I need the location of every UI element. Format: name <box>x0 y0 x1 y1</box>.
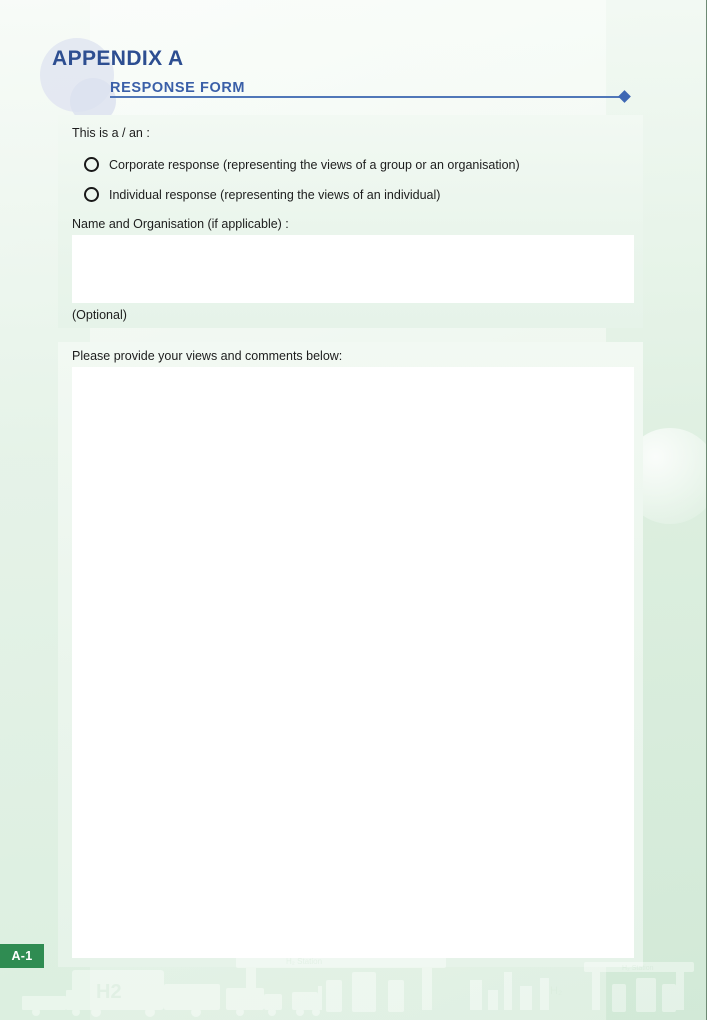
section-title: RESPONSE FORM <box>110 80 246 96</box>
optional-note: (Optional) <box>72 308 127 322</box>
diamond-endpoint-icon <box>618 90 631 103</box>
name-organisation-input[interactable] <box>72 235 634 303</box>
radio-option-corporate-label: Corporate response (representing the views of a group or an organisation) <box>109 157 520 172</box>
radio-option-individual[interactable] <box>84 187 440 202</box>
radio-circle-icon[interactable] <box>84 157 99 172</box>
name-organisation-label: Name and Organisation (if applicable) : <box>72 217 289 231</box>
page-number-badge: A-1 <box>0 944 44 968</box>
page-header <box>0 0 707 110</box>
h2-label: H₂ <box>550 985 563 997</box>
header-divider <box>110 96 623 98</box>
comments-label: Please provide your views and comments below: <box>72 349 343 363</box>
page-title: APPENDIX A <box>52 47 184 70</box>
radio-circle-icon[interactable] <box>84 187 99 202</box>
station-label: H₂ Station <box>286 957 323 966</box>
radio-option-individual-label: Individual response (representing the views of an individual) <box>109 187 441 202</box>
comments-textarea[interactable] <box>72 367 634 958</box>
respondent-type-label: This is a / an : <box>72 126 150 140</box>
hydrogen-vehicles-graphic-icon <box>0 950 707 1020</box>
bus-h2-label: H2 <box>96 981 122 1003</box>
station-label-right: H₂ Station <box>622 965 654 972</box>
radio-option-corporate[interactable] <box>84 157 520 172</box>
footer-watermark-illustration <box>0 950 707 1020</box>
